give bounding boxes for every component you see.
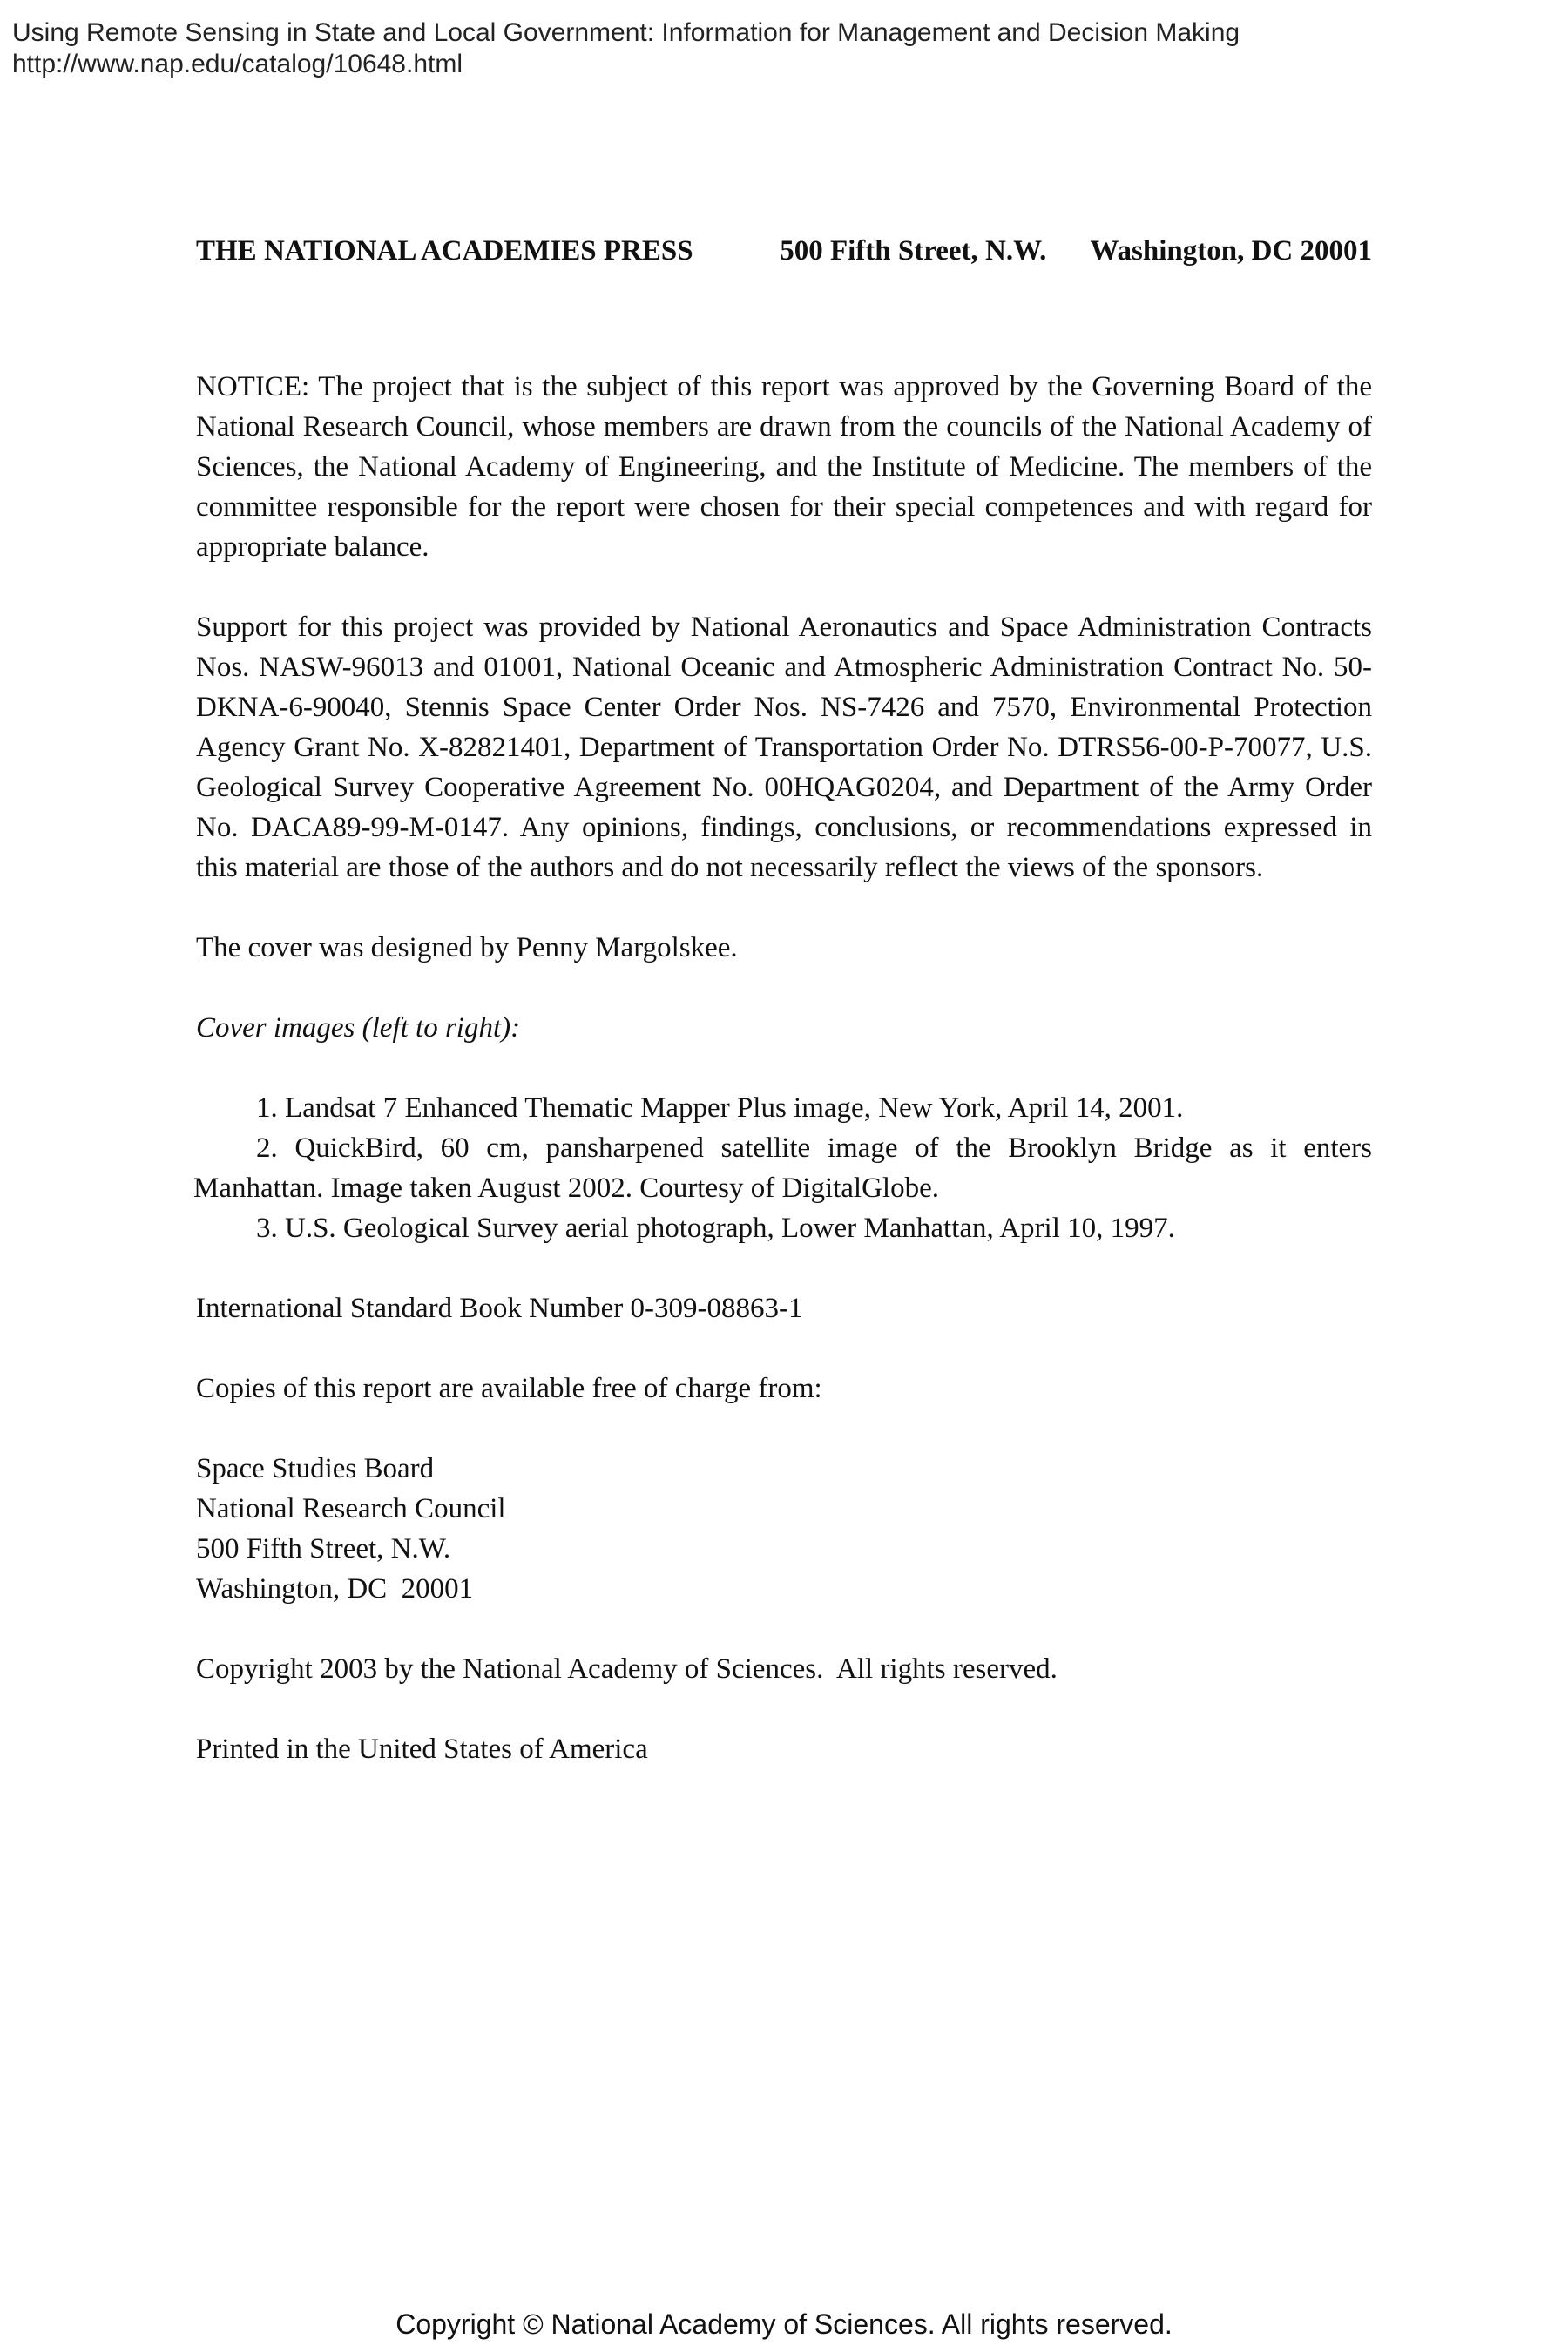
cover-designer: The cover was designed by Penny Margolskee.: [196, 932, 738, 963]
press-line: [196, 231, 1372, 271]
press-name: THE NATIONAL ACADEMIES PRESS: [196, 235, 693, 267]
printed-line: Printed in the United States of America: [196, 1734, 648, 1765]
source-header: [12, 17, 1240, 80]
cover-images-list: [193, 1088, 1372, 1248]
cover-image-item: 2. QuickBird, 60 cm, pansharpened satellite image of the Brooklyn Bridge as it enters Manhattan. Image taken August 2002. Courtesy of DigitalGlobe.: [193, 1132, 1372, 1204]
isbn: International Standard Book Number 0-309-08863-1: [196, 1293, 803, 1324]
address-block: [196, 1449, 1372, 1609]
address-line: 500 Fifth Street, N.W.: [196, 1533, 451, 1565]
cover-images-heading: Cover images (left to right):: [196, 1012, 521, 1044]
source-title: Using Remote Sensing in State and Local Government: Information for Management and Decision Making: [12, 18, 1240, 47]
cover-image-item: 1. Landsat 7 Enhanced Thematic Mapper Plus image, New York, April 14, 2001.: [256, 1092, 1184, 1124]
source-url[interactable]: http://www.nap.edu/catalog/10648.html: [12, 50, 463, 78]
support-paragraph: Support for this project was provided by National Aeronautics and Space Administration Contracts Nos. NASW-96013 and 01001, National Oceanic and Atmospheric Administration Contract No. 50-DKNA-6-90040, Stennis Space Center Order Nos. NS-7426 and 7570, Environmental Protection Agency Grant No. X-82821401, Department of Transportation Order No. DTRS56-00-P-70077, U.S. Geological Survey Cooperative Agreement No. 00HQAG0204, and Department of the Army Order No. DACA89-99-M-0147. Any opinions, findings, conclusions, or recommendations expressed in this material are those of the authors and do not necessarily reflect the views of the sponsors.: [196, 612, 1372, 883]
page-content: [193, 231, 1372, 1769]
notice-paragraph: NOTICE: The project that is the subject of this report was approved by the Governing Board of the National Research Council, whose members are drawn from the councils of the National Academy of Sciences, the National Academy of Engineering, and the Institute of Medicine. The members of the committee responsible for the report were chosen for their special competences and with regard for appropriate balance.: [196, 371, 1372, 563]
press-city: Washington, DC 20001: [1090, 235, 1372, 267]
address-line: National Research Council: [196, 1493, 506, 1524]
copyright-line: Copyright 2003 by the National Academy of Sciences. All rights reserved.: [196, 1653, 1058, 1685]
address-line: Space Studies Board: [196, 1453, 435, 1484]
address-line: Washington, DC 20001: [196, 1573, 474, 1605]
footer-copyright: Copyright © National Academy of Sciences. All rights reserved.: [395, 2308, 1173, 2340]
cover-image-item: 3. U.S. Geological Survey aerial photograph, Lower Manhattan, April 10, 1997.: [256, 1213, 1175, 1244]
press-street: 500 Fifth Street, N.W.: [780, 235, 1047, 267]
copies-text: Copies of this report are available free of charge from:: [196, 1373, 822, 1404]
